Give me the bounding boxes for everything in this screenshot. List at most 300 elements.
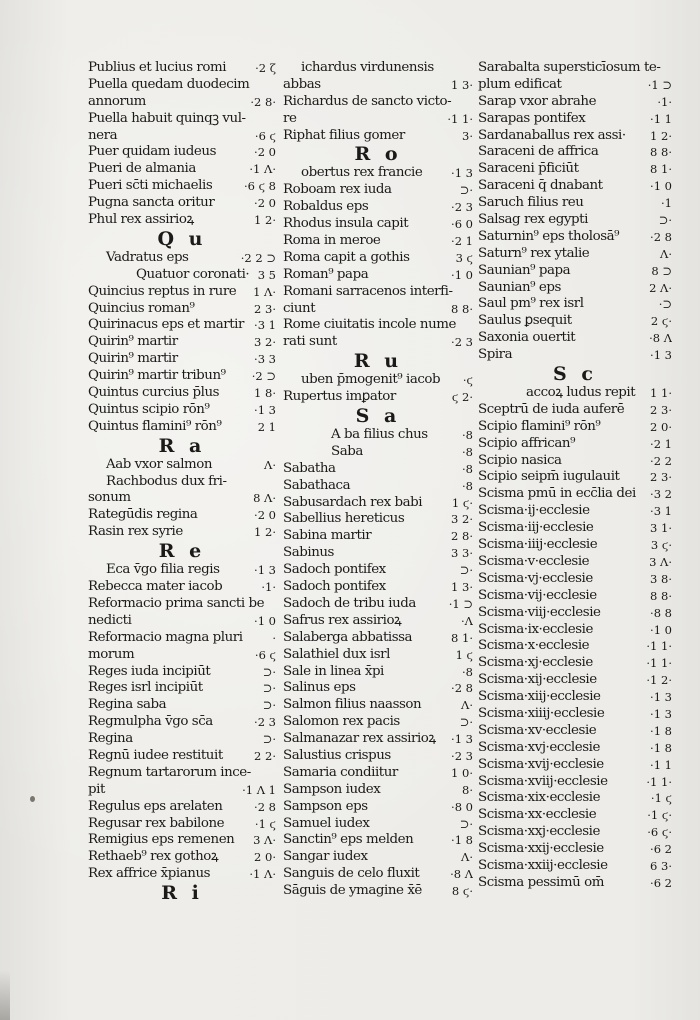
entry-text: pit xyxy=(88,781,105,797)
folio-number: ·8 xyxy=(462,444,473,459)
entry-text: Regnum tartarorum ince- xyxy=(88,764,251,780)
entry-text: Rupertus imꝑator xyxy=(283,389,396,405)
folio-number: 3 8· xyxy=(650,571,672,586)
index-entry xyxy=(478,723,672,740)
entry-text: Scisma·xxij·ecclesie xyxy=(478,841,604,857)
index-entry xyxy=(478,111,672,128)
index-entry xyxy=(283,849,473,866)
folio-number: ·8 xyxy=(462,664,473,679)
index-entry xyxy=(478,537,672,554)
folio-number: ·2 8· xyxy=(250,94,276,109)
folio-number: ·3 3 xyxy=(254,352,276,367)
index-entry xyxy=(88,630,276,647)
folio-number: 8 8· xyxy=(650,145,672,160)
folio-number: ·8 0 xyxy=(451,799,473,814)
folio-number: 8 ϛ· xyxy=(451,884,473,899)
entry-text: Reges isrl̄ incipiūt xyxy=(88,680,203,696)
index-entry xyxy=(88,579,276,596)
entry-text: accoꝝ ludus repit xyxy=(526,385,636,401)
entry-text: Salustius crispus xyxy=(283,747,391,763)
entry-text: Scisma·ij·ecclesie xyxy=(478,503,590,519)
folio-number: ·2 0 xyxy=(254,196,276,211)
entry-text: Rhodus insula capit xyxy=(283,216,409,232)
entry-text: Scisma·xx·ecclesie xyxy=(478,807,597,823)
index-entry xyxy=(478,469,672,486)
index-entry xyxy=(478,605,672,622)
entry-text: Publius et lucius romi xyxy=(88,60,227,75)
folio-number: 3 Λ· xyxy=(253,833,276,848)
entry-text: Sampson iudex xyxy=(283,781,381,797)
entry-text: Scisma·xvj·ecclesie xyxy=(478,739,600,755)
entry-text: Saunian⁹ papa xyxy=(478,262,571,278)
folio-number: ·2 0 xyxy=(254,145,276,160)
folio-number: ·2 3 xyxy=(451,748,473,763)
folio-number: Λ· xyxy=(461,698,473,713)
index-entry xyxy=(88,267,276,284)
entry-text: Scisma·xij·ecclesie xyxy=(478,672,597,688)
index-entry xyxy=(478,296,672,313)
index-entry xyxy=(88,301,276,318)
folio-number: 8 ⊃ xyxy=(651,263,672,278)
index-entry xyxy=(478,402,672,419)
entry-text: Robaldus eps xyxy=(283,199,369,215)
folio-number: · xyxy=(272,630,276,645)
index-entry xyxy=(88,419,276,436)
folio-number: ·1 Λ· xyxy=(249,867,276,882)
entry-text: Richardus de sancto victo- xyxy=(283,93,452,109)
entry-text: Sadoch pontifex xyxy=(283,579,386,595)
entry-text: Sceptrū de iuda auferē xyxy=(478,401,625,417)
entry-text: Reges iuda incipiūt xyxy=(88,663,211,679)
entry-text: Sardanaballus rex assi· xyxy=(478,127,626,143)
folio-number: ·1 1· xyxy=(646,656,672,671)
folio-number: ·8 8 xyxy=(650,605,672,620)
index-entry xyxy=(478,77,672,94)
folio-number: 2 Λ· xyxy=(649,280,672,295)
index-entry xyxy=(478,689,672,706)
index-entry xyxy=(478,263,672,280)
entry-text: Regulus eps arelaten xyxy=(88,798,223,814)
folio-number: ⊃· xyxy=(459,715,473,730)
entry-text: Saunian⁹ eps xyxy=(478,279,561,295)
entry-text: Puella quedam duodecim xyxy=(88,76,250,92)
entry-text: Salaberga abbatissa xyxy=(283,629,413,645)
entry-text: Scipio nasica xyxy=(478,452,562,468)
index-entry xyxy=(478,706,672,723)
entry-text: Sangar iudex xyxy=(283,849,368,865)
entry-text: plum edificat xyxy=(478,76,562,92)
entry-text: Roman⁹ papa xyxy=(283,266,369,282)
index-entry xyxy=(88,334,276,351)
entry-text: Scisma·xix·ecclesie xyxy=(478,790,601,806)
entry-text: ciunt xyxy=(283,300,316,316)
index-entry xyxy=(88,507,276,524)
index-entry xyxy=(88,178,276,195)
margin-mark xyxy=(30,796,35,802)
entry-text: Scisma·iiij·ecclesie xyxy=(478,537,598,553)
entry-text: ichardus virdunensis xyxy=(301,60,434,75)
section-heading: R e xyxy=(158,540,206,563)
entry-text: Phul rex assirioꝝ xyxy=(88,212,194,228)
index-entry xyxy=(88,613,276,630)
folio-number: 2 0· xyxy=(254,850,276,865)
index-entry xyxy=(478,571,672,588)
folio-number: ·2 3 xyxy=(451,200,473,215)
entry-text: Scisma·xvij·ecclesie xyxy=(478,756,604,772)
index-entry xyxy=(88,866,276,883)
folio-number: ·2 3 xyxy=(451,335,473,350)
index-entry xyxy=(283,334,473,351)
index-entry xyxy=(88,664,276,681)
entry-text: obertus rex francie xyxy=(301,165,423,181)
folio-number: ·2 8 xyxy=(254,799,276,814)
entry-text: Scisma·xxj·ecclesie xyxy=(478,824,600,840)
folio-number: 1 Λ· xyxy=(253,284,276,299)
entry-text: Quincius roman⁹ xyxy=(88,300,195,316)
folio-number: Λ· xyxy=(660,246,672,261)
entry-text: Rategūdis regina xyxy=(88,507,198,523)
entry-text: Saruch filius reu xyxy=(478,195,584,211)
folio-number: 3 ϛ· xyxy=(650,538,672,553)
entry-text: Scisma·ix·ecclesie xyxy=(478,621,593,637)
index-entry xyxy=(88,144,276,161)
index-entry xyxy=(88,524,276,541)
index-entry xyxy=(88,782,276,799)
folio-number: 1 ϛ· xyxy=(451,495,473,510)
folio-number: Λ· xyxy=(461,850,473,865)
index-entry xyxy=(478,419,672,436)
folio-number: ·8 xyxy=(462,478,473,493)
index-entry xyxy=(283,731,473,748)
folio-number: 1 2· xyxy=(254,213,276,228)
entry-text: Scipio flamini⁹ rōn⁹ xyxy=(478,418,601,434)
entry-text: Quirin⁹ martir xyxy=(88,351,178,367)
entry-text: Quirin⁹ martir xyxy=(88,334,178,350)
entry-text: Scisma·iij·ecclesie xyxy=(478,520,594,536)
index-entry xyxy=(478,672,672,689)
folio-number: 2 2· xyxy=(254,748,276,763)
section-heading: R i xyxy=(161,882,203,905)
index-entry xyxy=(283,664,473,681)
index-entry xyxy=(88,250,276,267)
folio-number: ·3 2 xyxy=(650,487,672,502)
index-entry xyxy=(478,330,672,347)
section-heading: S a xyxy=(355,405,401,428)
entry-text: Scisma·xiij·ecclesie xyxy=(478,689,601,705)
entry-text: Salsag rex egypti xyxy=(478,212,588,228)
folio-number: 8· xyxy=(462,782,473,797)
entry-text: Romani sarracenos interfi- xyxy=(283,283,453,299)
folio-number: 1 2· xyxy=(254,525,276,540)
index-entry xyxy=(88,402,276,419)
entry-text: Quintus curcius p̄lus xyxy=(88,385,220,401)
folio-number: ·8 xyxy=(462,461,473,476)
index-entry xyxy=(478,60,672,77)
entry-text: Scisma pmū in ecc̄lia dei xyxy=(478,486,636,502)
index-entry xyxy=(88,714,276,731)
index-entry xyxy=(283,444,473,461)
index-entry xyxy=(283,883,473,900)
entry-text: Scisma·vj·ecclesie xyxy=(478,570,593,586)
folio-number: 2 8· xyxy=(451,529,473,544)
index-entry xyxy=(478,385,672,402)
folio-number: ·1 Λ· xyxy=(249,162,276,177)
folio-number: ·2 0 xyxy=(254,508,276,523)
index-entry xyxy=(88,385,276,402)
entry-text: Samaria condiitur xyxy=(283,764,398,780)
entry-text: rati sunt xyxy=(283,334,337,350)
index-entry xyxy=(283,216,473,233)
entry-text: Riphat filius gomer xyxy=(283,127,405,143)
folio-number: ·8 Λ xyxy=(450,867,473,882)
entry-text: Spira xyxy=(478,347,513,363)
index-entry xyxy=(478,486,672,503)
entry-text: Rex affrice x̄pianus xyxy=(88,866,211,882)
folio-number: ·1 0 xyxy=(451,267,473,282)
index-entry xyxy=(88,284,276,301)
folio-number: ·1 8 xyxy=(650,740,672,755)
index-entry xyxy=(478,740,672,757)
entry-text: Scisma·xiiij·ecclesie xyxy=(478,705,605,721)
index-entry xyxy=(283,511,473,528)
index-entry xyxy=(478,161,672,178)
folio-number: 2 ϛ· xyxy=(650,314,672,329)
index-entry xyxy=(478,128,672,145)
folio-number: ·8 Λ xyxy=(649,331,672,346)
index-entry xyxy=(88,128,276,145)
index-entry xyxy=(88,77,276,94)
folio-number: ·1 3 xyxy=(451,732,473,747)
entry-text: Quirinacus eps et martir xyxy=(88,317,244,333)
entry-text: Sarabalta supersticīosum te- xyxy=(478,60,661,75)
entry-text: Sabathaca xyxy=(283,477,351,493)
index-entry xyxy=(283,94,473,111)
index-entry xyxy=(88,368,276,385)
index-entry xyxy=(283,528,473,545)
index-entry xyxy=(283,165,473,182)
entry-text: Regina saba xyxy=(88,697,167,713)
entry-text: Salmanazar rex assirioꝝ xyxy=(283,731,436,747)
entry-text: Scisma·x·ecclesie xyxy=(478,638,590,654)
index-entry xyxy=(283,284,473,301)
index-column-1 xyxy=(88,60,276,904)
entry-text: Quintus scipio rōn⁹ xyxy=(88,401,210,417)
section-heading: R u xyxy=(353,350,403,373)
entry-text: Rebecca mater iacob xyxy=(88,579,223,595)
entry-text: Saraceni p̄ficiūt xyxy=(478,161,579,177)
index-entry xyxy=(283,267,473,284)
entry-text: Sabinus xyxy=(283,545,334,561)
index-entry xyxy=(283,389,473,406)
index-entry xyxy=(478,178,672,195)
folio-number: ⊃· xyxy=(262,698,276,713)
folio-number: 2 0· xyxy=(650,419,672,434)
index-entry xyxy=(478,824,672,841)
folio-number: ·1 3 xyxy=(451,166,473,181)
entry-text: Scisma·xviij·ecclesie xyxy=(478,773,608,789)
entry-text: Scisma·xj·ecclesie xyxy=(478,655,593,671)
entry-text: Saturnin⁹ eps tholosā⁹ xyxy=(478,228,620,244)
folio-number: ⊃· xyxy=(262,664,276,679)
entry-text: Roboam rex iuda xyxy=(283,182,392,198)
index-entry xyxy=(88,562,276,579)
index-entry xyxy=(283,714,473,731)
index-entry xyxy=(283,630,473,647)
index-entry xyxy=(88,765,276,782)
section-heading: R a xyxy=(158,434,206,457)
index-entry xyxy=(283,680,473,697)
folio-number: ·1 1· xyxy=(646,774,672,789)
folio-number: ·1 1 xyxy=(650,757,672,772)
folio-number: 3 3· xyxy=(451,546,473,561)
folio-number: ·1 3 xyxy=(650,348,672,363)
index-entry xyxy=(478,246,672,263)
index-entry xyxy=(478,520,672,537)
folio-number: 3 2· xyxy=(451,512,473,527)
entry-text: Sarap vxor abrahe xyxy=(478,93,597,109)
index-entry xyxy=(478,436,672,453)
index-entry xyxy=(478,774,672,791)
index-entry xyxy=(283,250,473,267)
entry-text: Scisma·v·ecclesie xyxy=(478,553,590,569)
index-entry xyxy=(478,94,672,111)
entry-text: Pueri de almania xyxy=(88,161,196,177)
entry-text: Saulus ꝑsequit xyxy=(478,313,572,329)
index-entry xyxy=(478,453,672,470)
index-entry xyxy=(478,875,672,892)
folio-number: ·1 1· xyxy=(447,111,473,126)
folio-number: ·6 ϛ xyxy=(254,128,276,143)
index-entry xyxy=(478,554,672,571)
entry-text: Saturn⁹ rex ytalie xyxy=(478,245,590,261)
entry-text: Rachbodus dux fri- xyxy=(106,473,227,489)
folio-number: ·2 ⊃ xyxy=(251,369,276,384)
folio-number: ·1· xyxy=(261,580,276,595)
index-entry xyxy=(283,128,473,145)
index-entry xyxy=(478,229,672,246)
folio-number: 1 3· xyxy=(451,77,473,92)
folio-number: 3 2· xyxy=(254,335,276,350)
folio-number: ·1 ⊃ xyxy=(647,77,672,92)
index-entry xyxy=(283,317,473,334)
index-entry xyxy=(283,816,473,833)
entry-text: Pugna sancta oritur xyxy=(88,195,215,211)
entry-text: Rome ciuitatis incole nume xyxy=(283,317,456,333)
folio-number: ·Λ xyxy=(461,613,473,628)
index-entry xyxy=(478,212,672,229)
folio-number: ·1 1· xyxy=(646,639,672,654)
folio-number: ·2 ζ xyxy=(255,61,276,75)
index-entry xyxy=(88,317,276,334)
folio-number: 3 Λ· xyxy=(649,554,672,569)
folio-number: ·3 1 xyxy=(254,318,276,333)
entry-text: Roma in meroe xyxy=(283,233,381,249)
index-entry xyxy=(88,94,276,111)
entry-text: Sadoch de tribu iuda xyxy=(283,595,416,611)
index-entry xyxy=(88,457,276,474)
index-entry xyxy=(283,697,473,714)
entry-text: annorum xyxy=(88,93,146,109)
folio-number: ·6 ϛ xyxy=(254,647,276,662)
folio-number: ·1 3 xyxy=(254,563,276,578)
entry-text: Sabina martir xyxy=(283,528,372,544)
folio-number: 1 8· xyxy=(254,386,276,401)
folio-number: ⊃· xyxy=(262,732,276,747)
entry-text: Saraceni q̄ dnabant xyxy=(478,178,603,194)
index-entry xyxy=(88,849,276,866)
folio-number: ·1 Λ 1 xyxy=(242,782,276,797)
folio-number: ·1 8 xyxy=(451,833,473,848)
section-heading: Q u xyxy=(157,227,207,250)
entry-text: Quatuor coronati· xyxy=(136,266,250,282)
index-entry xyxy=(478,622,672,639)
index-entry xyxy=(283,562,473,579)
entry-text: Sale in linea x̄pi xyxy=(283,663,384,679)
folio-number: ·1 3 xyxy=(650,690,672,705)
index-entry xyxy=(88,816,276,833)
index-entry xyxy=(478,655,672,672)
folio-number: 3 ϛ xyxy=(455,250,473,265)
folio-number: ·1 2· xyxy=(646,673,672,688)
entry-text: Vadratus eps xyxy=(106,249,189,265)
index-entry xyxy=(283,799,473,816)
folio-number: ·6 ϛ· xyxy=(647,825,672,840)
entry-text: Regina xyxy=(88,731,133,747)
folio-number: 8 Λ· xyxy=(253,491,276,506)
folio-number: ⊃· xyxy=(262,681,276,696)
folio-number: ·1 0 xyxy=(650,622,672,637)
folio-number: 3· xyxy=(462,128,473,143)
index-entry xyxy=(283,596,473,613)
index-entry xyxy=(283,478,473,495)
page-edge-shadow xyxy=(0,970,10,1020)
folio-number: 8 8· xyxy=(451,301,473,316)
folio-number: ·2 3 xyxy=(254,715,276,730)
index-entry xyxy=(283,77,473,94)
entry-text: Saraceni de affrica xyxy=(478,144,599,160)
entry-text: Scisma·vij·ecclesie xyxy=(478,587,597,603)
folio-number: ·1 8 xyxy=(650,723,672,738)
entry-text: Saxonia ouertit xyxy=(478,330,576,346)
entry-text: Safrus rex assirioꝝ xyxy=(283,612,402,628)
entry-text: nedicti xyxy=(88,612,132,628)
entry-text: Sarapas pontifex xyxy=(478,110,586,126)
entry-text: sonum xyxy=(88,490,131,506)
entry-text: Sāguis de ymagine x̄ē xyxy=(283,883,422,899)
folio-number: ·1 0 xyxy=(254,613,276,628)
folio-number: ·2 1 xyxy=(451,234,473,249)
entry-text: Sadoch pontifex xyxy=(283,562,386,578)
index-entry xyxy=(283,427,473,444)
index-entry xyxy=(88,799,276,816)
entry-text: Sampson eps xyxy=(283,798,368,814)
entry-text: uben p̄mogenit⁹ iacob xyxy=(301,372,441,388)
index-column-2 xyxy=(283,60,473,900)
index-entry xyxy=(478,757,672,774)
folio-number: ·2 2 xyxy=(650,453,672,468)
index-entry xyxy=(283,545,473,562)
folio-number: ⊃· xyxy=(658,213,672,228)
index-entry xyxy=(88,748,276,765)
index-entry xyxy=(478,841,672,858)
folio-number: Λ· xyxy=(264,457,276,472)
entry-text: Sabusardach rex babi xyxy=(283,494,423,510)
index-entry xyxy=(478,280,672,297)
folio-number: 1 3· xyxy=(451,580,473,595)
folio-number: ·1 ϛ xyxy=(254,816,276,831)
folio-number: ·2 8 xyxy=(650,229,672,244)
entry-text: Puella habuit quinqꝫ vul- xyxy=(88,110,246,126)
